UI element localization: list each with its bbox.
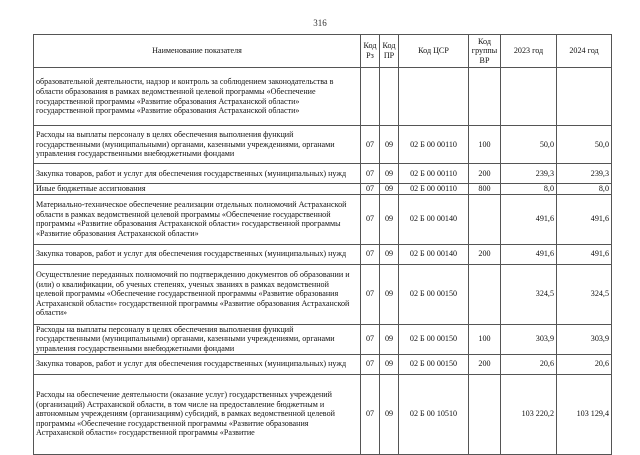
cell-name: Расходы на обеспечение деятельности (оказание услуг) государственных учреждений (организаций) Астраханской области, в том числе на предоставление бюджетным и автономным учреждениям (организациям) субсидий, в рамках ведомственной целевой программы «Обеспечение государственной программы «Развитие образования Астраханской области» государственной программы «Развитие (34, 374, 361, 454)
cell-vr (469, 374, 501, 454)
cell-vr (469, 68, 501, 126)
cell-csr: 02 Б 00 00150 (399, 324, 469, 354)
cell-csr: 02 Б 00 00110 (399, 184, 469, 195)
cell-rz: 07 (361, 184, 380, 195)
cell-name: Материально-техническое обеспечение реализации отдельных полномочий Астраханской области в рамках ведомственной целевой программы «Обеспечение государственной программы «Развитие образования Астраханской области» государственной программы «Развитие образования Астраханской области» (34, 194, 361, 244)
cell-vr: 200 (469, 354, 501, 374)
table-row (34, 264, 612, 324)
cell-2024: 103 129,4 (557, 374, 612, 454)
cell-2024: 491,6 (557, 244, 612, 264)
cell-rz: 07 (361, 354, 380, 374)
cell-vr: 200 (469, 164, 501, 184)
column-header-name: Наименование показателя (34, 35, 361, 68)
cell-pr: 09 (380, 126, 399, 164)
column-header-2023: 2023 год (501, 35, 557, 68)
cell-vr (469, 264, 501, 324)
cell-pr: 09 (380, 184, 399, 195)
table-row (34, 164, 612, 184)
cell-vr: 100 (469, 126, 501, 164)
cell-rz: 07 (361, 324, 380, 354)
cell-pr: 09 (380, 324, 399, 354)
table-row (34, 194, 612, 244)
table-row (34, 68, 612, 126)
cell-csr: 02 Б 00 00150 (399, 264, 469, 324)
budget-table (33, 34, 612, 455)
cell-2024: 303,9 (557, 324, 612, 354)
cell-2023: 324,5 (501, 264, 557, 324)
cell-2024: 50,0 (557, 126, 612, 164)
cell-rz (361, 68, 380, 126)
cell-2024: 20,6 (557, 354, 612, 374)
cell-csr: 02 Б 00 00110 (399, 126, 469, 164)
cell-rz: 07 (361, 244, 380, 264)
cell-vr (469, 194, 501, 244)
table-row (34, 184, 612, 195)
cell-2024: 491,6 (557, 194, 612, 244)
column-header-vr: Код группы ВР (469, 35, 501, 68)
cell-2023: 303,9 (501, 324, 557, 354)
cell-2024: 8,0 (557, 184, 612, 195)
cell-name: образовательной деятельности, надзор и контроль за соблюдением законодательства в области образования в рамках ведомственной целевой программы «Обеспечение государственной программы «Развитие образования Астраханской области» государственной программы «Развитие образования Астраханской области» (34, 68, 361, 126)
cell-csr (399, 68, 469, 126)
cell-2023: 103 220,2 (501, 374, 557, 454)
table-row (34, 374, 612, 454)
cell-vr: 200 (469, 244, 501, 264)
cell-rz: 07 (361, 126, 380, 164)
cell-pr: 09 (380, 354, 399, 374)
cell-csr: 02 Б 00 00150 (399, 354, 469, 374)
cell-pr: 09 (380, 374, 399, 454)
cell-rz: 07 (361, 194, 380, 244)
column-header-2024: 2024 год (557, 35, 612, 68)
cell-name: Закупка товаров, работ и услуг для обеспечения государственных (муниципальных) нужд (34, 354, 361, 374)
cell-name: Закупка товаров, работ и услуг для обеспечения государственных (муниципальных) нужд (34, 244, 361, 264)
cell-vr: 800 (469, 184, 501, 195)
cell-vr: 100 (469, 324, 501, 354)
cell-2024: 239,3 (557, 164, 612, 184)
cell-name: Расходы на выплаты персоналу в целях обеспечения выполнения функций государственными (муниципальными) органами, казенными учреждениями, органами управления государственными внебюджетными фондами (34, 324, 361, 354)
cell-pr (380, 68, 399, 126)
column-header-csr: Код ЦСР (399, 35, 469, 68)
cell-rz: 07 (361, 374, 380, 454)
cell-2023: 20,6 (501, 354, 557, 374)
cell-2023: 239,3 (501, 164, 557, 184)
cell-csr: 02 Б 00 00110 (399, 164, 469, 184)
cell-2023: 50,0 (501, 126, 557, 164)
cell-rz: 07 (361, 164, 380, 184)
cell-csr: 02 Б 00 00140 (399, 194, 469, 244)
cell-name: Иные бюджетные ассигнования (34, 184, 361, 195)
column-header-rz: Код Рз (361, 35, 380, 68)
cell-name: Закупка товаров, работ и услуг для обеспечения государственных (муниципальных) нужд (34, 164, 361, 184)
table-row (34, 324, 612, 354)
cell-2023: 8,0 (501, 184, 557, 195)
cell-rz: 07 (361, 264, 380, 324)
cell-2024 (557, 68, 612, 126)
table-header-row (34, 35, 612, 68)
cell-csr: 02 Б 00 00140 (399, 244, 469, 264)
page-number: 316 (313, 18, 327, 28)
table-row (34, 354, 612, 374)
table-row (34, 244, 612, 264)
column-header-pr: Код ПР (380, 35, 399, 68)
cell-2023: 491,6 (501, 194, 557, 244)
cell-2024: 324,5 (557, 264, 612, 324)
cell-pr: 09 (380, 264, 399, 324)
cell-csr: 02 Б 00 10510 (399, 374, 469, 454)
cell-2023 (501, 68, 557, 126)
cell-2023: 491,6 (501, 244, 557, 264)
table-row (34, 126, 612, 164)
cell-name: Осуществление переданных полномочий по подтверждению документов об образовании и (или) о квалификации, об ученых степенях, ученых званиях в рамках ведомственной целевой программы «Обеспечение государственной программы «Развитие образования Астраханской области» государственной программы «Развитие образования Астраханской области» (34, 264, 361, 324)
cell-pr: 09 (380, 194, 399, 244)
cell-pr: 09 (380, 244, 399, 264)
cell-pr: 09 (380, 164, 399, 184)
cell-name: Расходы на выплаты персоналу в целях обеспечения выполнения функций государственными (муниципальными) органами, казенными учреждениями, органами управления государственными внебюджетными фондами (34, 126, 361, 164)
